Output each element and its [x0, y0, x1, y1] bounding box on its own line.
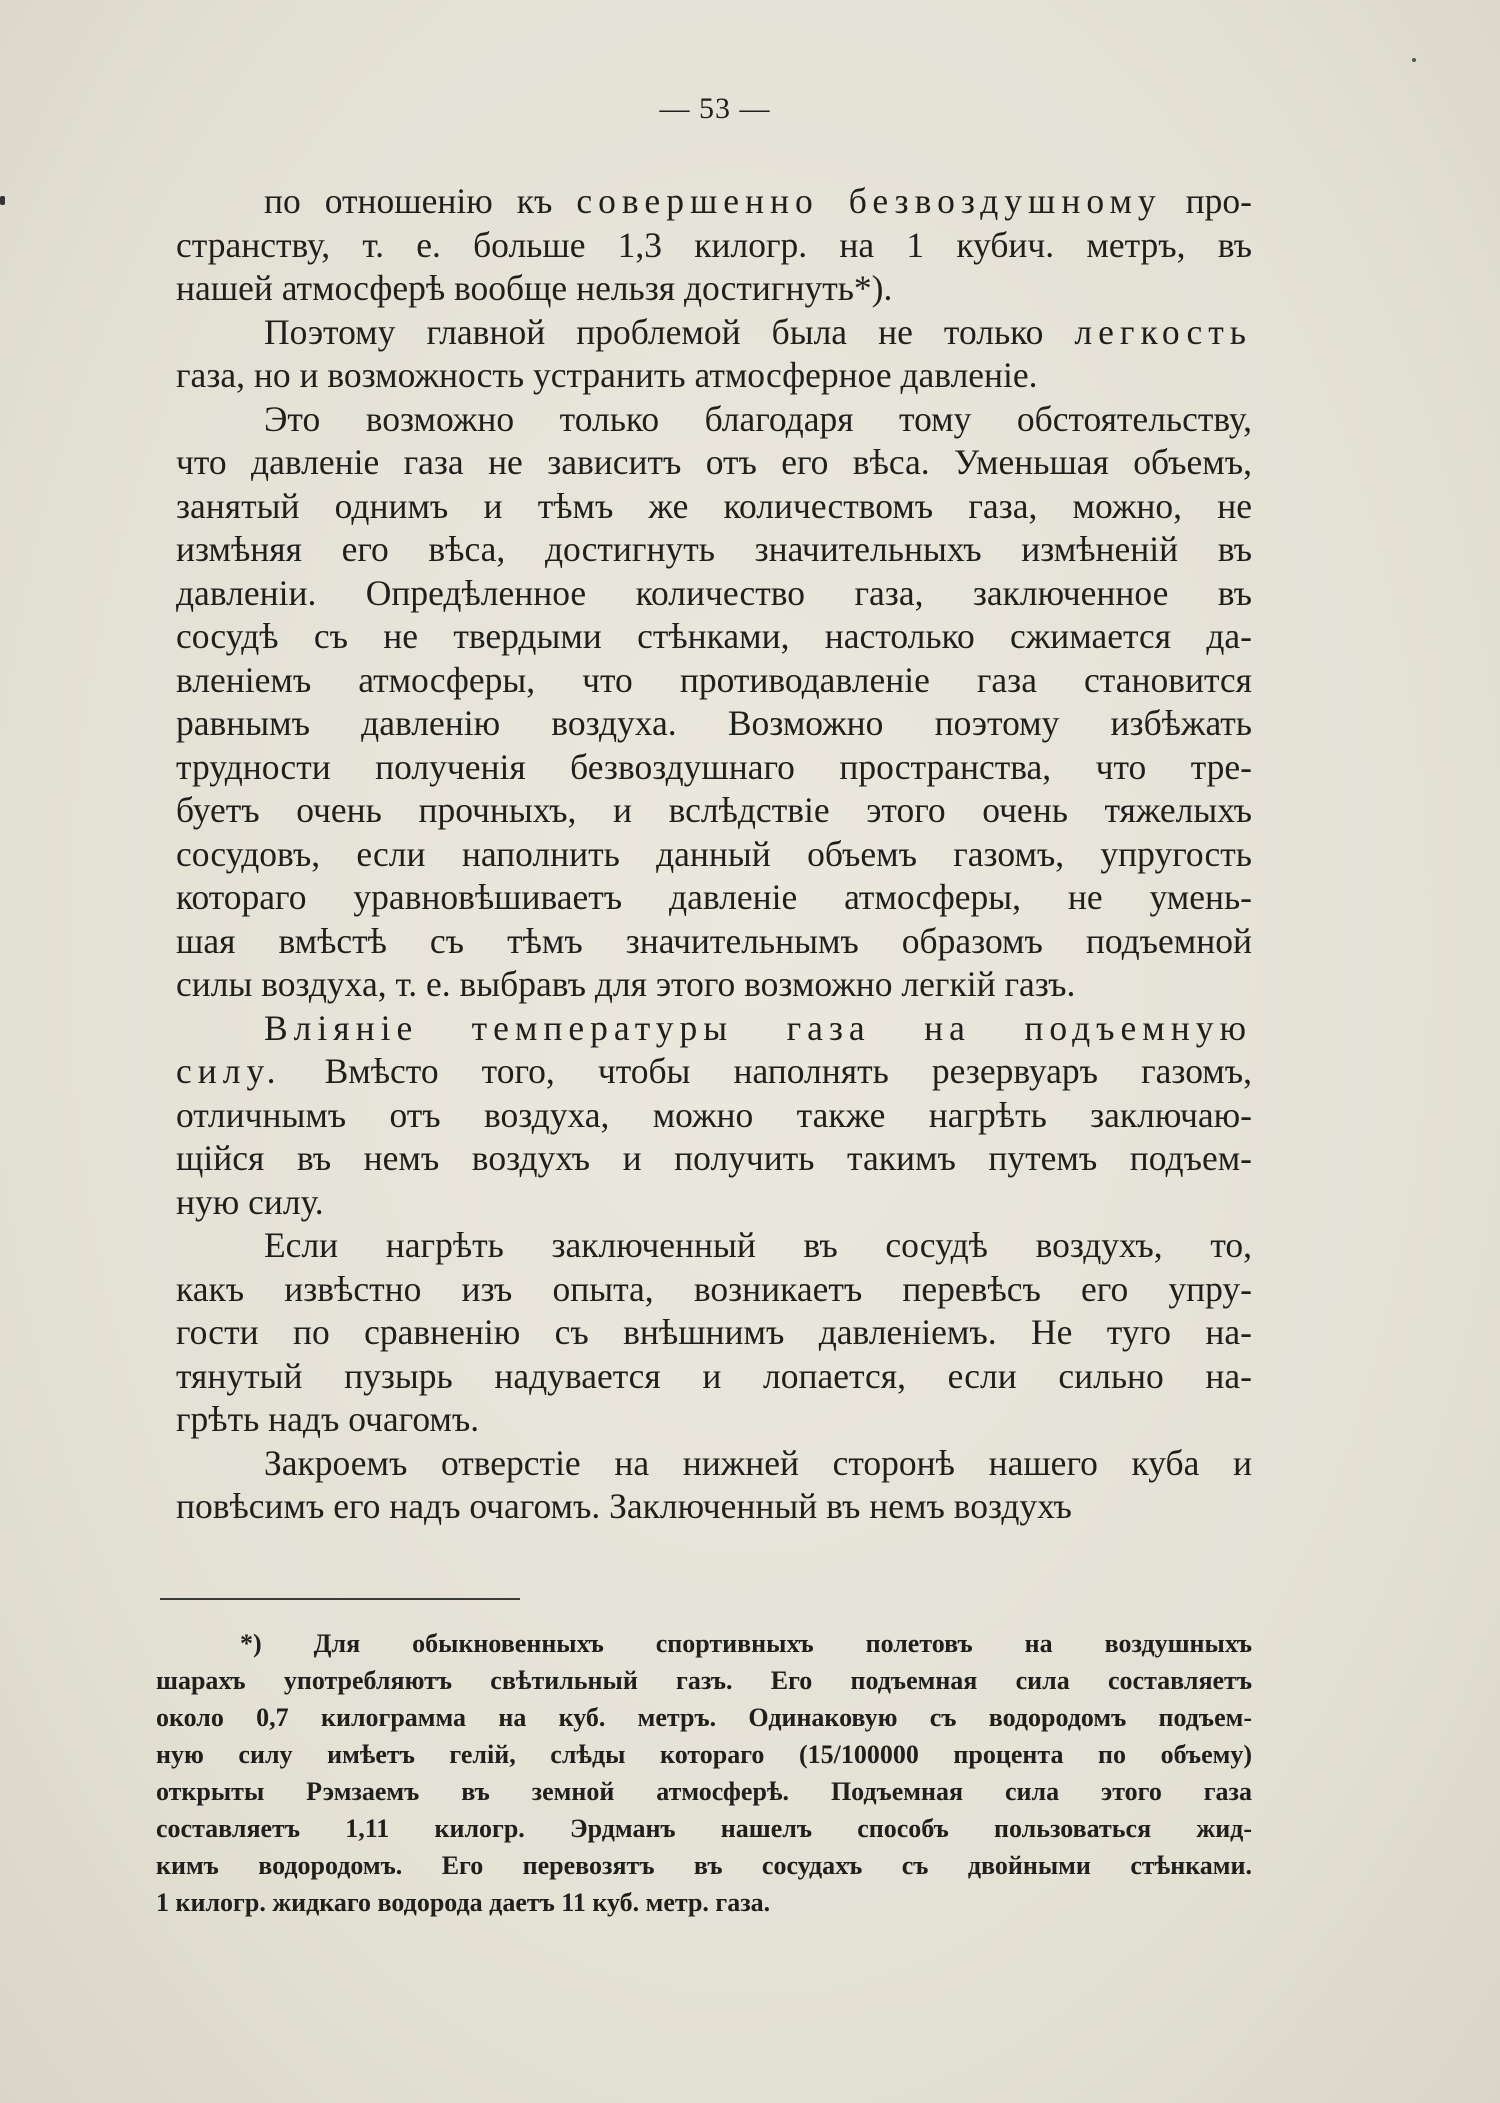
text-line — [176, 441, 1252, 485]
spaced-emphasis: силу. — [176, 1051, 282, 1091]
text-run: шая вмѣстѣ съ тѣмъ значительнымъ образомъ подъемной — [176, 920, 1252, 961]
text-line — [176, 311, 1252, 355]
text-line — [176, 1181, 1252, 1225]
text-line — [176, 572, 1252, 616]
speck-mark — [1412, 58, 1416, 62]
text-run: трудности полученія безвоздушнаго пространства, что тре- — [176, 746, 1252, 787]
text-run: равнымъ давленію воздуха. Возможно поэтому избѣжать — [176, 703, 1252, 743]
text-run: сосудовъ, если наполнить данный объемъ газомъ, упругость — [176, 833, 1252, 874]
text-run: какъ извѣстно изъ опыта, возникаетъ перевѣсъ его упру- — [176, 1268, 1252, 1309]
footnote-line: шарахъ употребляютъ свѣтильный газъ. Его подъемная сила составляетъ — [156, 1666, 1252, 1695]
text-line — [176, 398, 1252, 442]
text-line — [176, 1007, 1252, 1051]
spaced-emphasis: Вліяніе температуры газа на подъемную — [264, 1007, 1252, 1048]
text-run: повѣсимъ его надъ очагомъ. Заключенный въ немъ воздухъ — [176, 1486, 1072, 1526]
footnote-line: ную силу имѣетъ гелій, слѣды котораго (15/100000 процента по объему) — [156, 1740, 1252, 1769]
text-run: измѣняя его вѣса, достигнуть значительныхъ измѣненій въ — [176, 529, 1252, 569]
text-line — [176, 702, 1252, 746]
text-line — [176, 1442, 1252, 1486]
text-line — [176, 224, 1252, 268]
text-line — [176, 833, 1252, 877]
text-run: что давленіе газа не зависитъ отъ его вѣса. Уменьшая объемъ, — [176, 442, 1252, 482]
text-line — [176, 485, 1252, 529]
text-line — [176, 528, 1252, 572]
text-line — [176, 615, 1252, 659]
margin-mark — [0, 196, 5, 205]
text-run: силы воздуха, т. е. выбравъ для этого возможно легкій газъ. — [176, 964, 1076, 1004]
text-line — [176, 1485, 1252, 1529]
text-run: занятый однимъ и тѣмъ же количествомъ газа, можно, не — [176, 485, 1252, 526]
text-run: щійся въ немъ воздухъ и получить такимъ путемъ подъем- — [176, 1138, 1252, 1178]
text-line — [176, 920, 1252, 964]
text-line — [176, 1094, 1252, 1138]
text-run: странству, т. е. больше 1,3 килогр. на 1 кубич. метръ, въ — [176, 224, 1252, 265]
body-text — [176, 180, 1252, 1529]
text-line — [176, 1398, 1252, 1442]
text-line — [176, 180, 1252, 224]
text-run: давленіи. Опредѣленное количество газа, заключенное въ — [176, 572, 1252, 613]
text-run: сосудѣ съ не твердыми стѣнками, настолько сжимается да- — [176, 616, 1252, 656]
text-run: отличнымъ отъ воздуха, можно также нагрѣть заключаю- — [176, 1094, 1252, 1135]
footnote-line: открыты Рэмзаемъ въ земной атмосферѣ. Подъемная сила этого газа — [156, 1777, 1252, 1806]
text-run: нашей атмосферѣ вообще нельзя достигнуть*). — [176, 268, 893, 308]
page-number: — 53 — — [659, 92, 771, 125]
footnote-separator — [160, 1598, 520, 1600]
text-run: котораго уравновѣшиваетъ давленіе атмосферы, не умень- — [176, 877, 1252, 917]
text-line — [176, 963, 1252, 1007]
text-run: Вмѣсто того, чтобы наполнять резервуаръ газомъ, — [281, 1051, 1252, 1091]
text-run: Поэтому главной проблемой была не только — [264, 311, 1075, 352]
text-run: гости по сравненію съ внѣшнимъ давленіемъ. Не туго на- — [176, 1312, 1252, 1352]
footnote-line: около 0,7 килограмма на куб. метръ. Одинаковую съ водородомъ подъем- — [156, 1703, 1252, 1732]
text-line — [176, 1137, 1252, 1181]
footnote-line: *) Для обыкновенныхъ спортивныхъ полетовъ на воздушныхъ — [240, 1629, 1252, 1658]
text-line — [176, 1224, 1252, 1268]
text-line — [176, 267, 1252, 311]
text-run: газа, но и возможность устранить атмосферное давленіе. — [176, 355, 1038, 395]
spaced-emphasis: легкость — [1074, 311, 1252, 352]
text-line — [176, 1050, 1252, 1094]
text-line — [176, 659, 1252, 703]
text-run: Это возможно только благодаря тому обстоятельству, — [264, 398, 1252, 439]
text-run: грѣть надъ очагомъ. — [176, 1399, 480, 1439]
text-run: по отношенію къ — [264, 181, 577, 221]
text-run: ную силу. — [176, 1181, 324, 1222]
text-run: тянутый пузырь надувается и лопается, если сильно на- — [176, 1355, 1252, 1396]
footnote-line: кимъ водородомъ. Его перевозятъ въ сосудахъ съ двойными стѣнками. — [156, 1851, 1252, 1880]
footnote — [156, 1625, 1252, 1921]
text-line — [176, 1268, 1252, 1312]
text-run: вленіемъ атмосферы, что противодавленіе газа становится — [176, 659, 1252, 700]
footnote-line: составляетъ 1,11 килогр. Эрдманъ нашелъ способъ пользоваться жид- — [156, 1814, 1252, 1843]
text-line — [176, 1311, 1252, 1355]
text-line — [176, 789, 1252, 833]
text-line — [176, 746, 1252, 790]
footnote-line: 1 килогр. жидкаго водорода даетъ 11 куб. метр. газа. — [156, 1888, 771, 1917]
text-line — [176, 1355, 1252, 1399]
text-run: про- — [1161, 181, 1252, 221]
spaced-emphasis: совершенно безвоздушному — [576, 181, 1162, 221]
text-line — [176, 354, 1252, 398]
text-run: Закроемъ отверстіе на нижней сторонѣ нашего куба и — [264, 1442, 1252, 1483]
text-run: буетъ очень прочныхъ, и вслѣдствіе этого очень тяжелыхъ — [176, 790, 1252, 830]
text-line — [176, 876, 1252, 920]
text-run: Если нагрѣть заключенный въ сосудѣ воздухъ, то, — [264, 1225, 1252, 1265]
